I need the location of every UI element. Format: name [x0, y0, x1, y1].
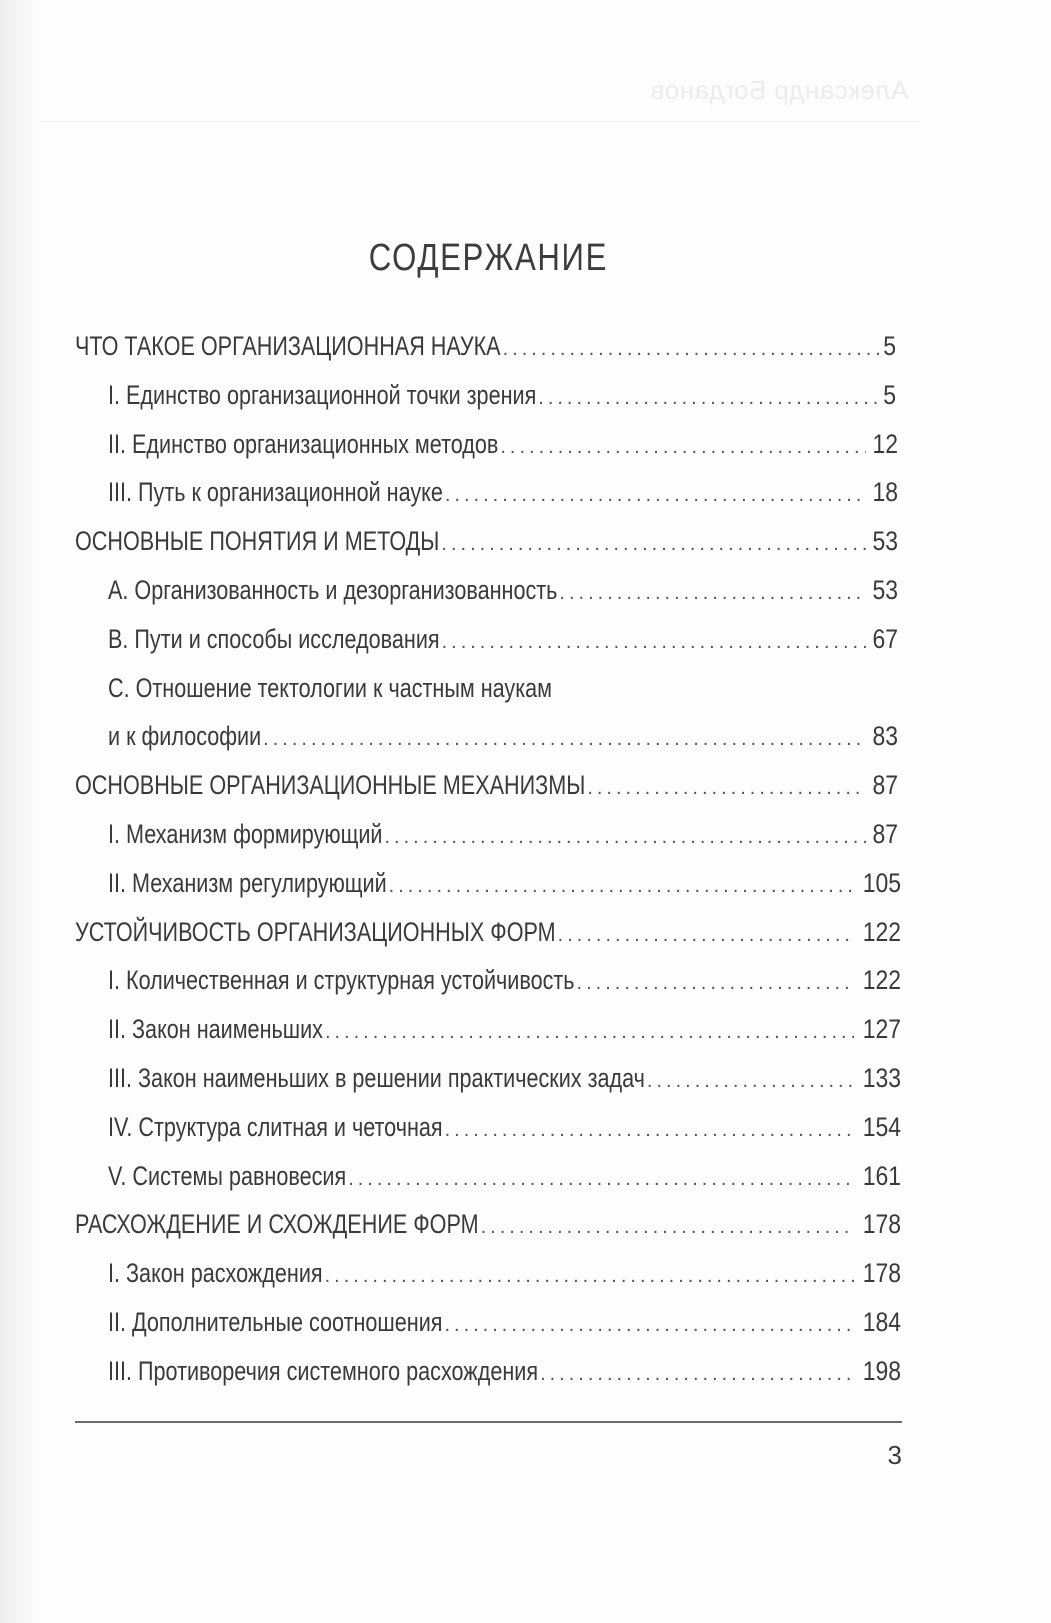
toc-entry-page: 127 [862, 1014, 901, 1045]
leader-dots [503, 333, 880, 365]
leader-dots [559, 577, 866, 609]
toc-entry-label: I. Закон расхождения [108, 1258, 323, 1289]
toc-entry-page: 154 [862, 1111, 901, 1142]
page-title: СОДЕРЖАНИЕ [368, 237, 609, 279]
toc-entry[interactable] [75, 818, 899, 867]
leader-dots [348, 1163, 854, 1195]
page-gutter-shadow [0, 0, 40, 1623]
toc-entry-page: 178 [862, 1258, 901, 1289]
toc-entry-label: V. Системы равновесия [108, 1160, 347, 1191]
toc-entry-page: 18 [872, 477, 899, 508]
toc-entry-page: 87 [872, 818, 899, 849]
toc-entry-label: II. Единство организационных методов [108, 428, 499, 459]
leader-dots [500, 431, 866, 463]
leader-dots [325, 1260, 854, 1292]
leader-dots [538, 382, 879, 414]
toc-entry-label: III. Закон наименьших в решении практических задач [108, 1062, 645, 1093]
leader-dots [444, 1309, 853, 1341]
toc-entry[interactable] [75, 623, 899, 672]
toc-entry-label: ОСНОВНЫЕ ПОНЯТИЯ И МЕТОДЫ [75, 526, 440, 557]
toc-entry-label: I. Количественная и структурная устойчивость [108, 965, 575, 996]
toc-entry[interactable] [75, 1257, 901, 1306]
toc-entry[interactable] [75, 379, 897, 428]
toc-entry-page: 178 [862, 1209, 901, 1240]
toc-entry[interactable] [75, 574, 899, 623]
toc-entry-page: 122 [862, 916, 901, 947]
page-number: 3 [887, 1440, 902, 1470]
toc-entry[interactable] [75, 769, 899, 818]
leader-dots [587, 772, 866, 804]
toc-entry[interactable] [75, 1355, 901, 1404]
toc-entry-label: IV. Структура слитная и четочная [108, 1111, 443, 1142]
leader-dots [325, 1016, 854, 1048]
toc-entry-label: I. Единство организационной точки зрения [108, 379, 537, 410]
toc-entry-page: 184 [862, 1306, 901, 1337]
toc-entry[interactable] [75, 1062, 901, 1111]
toc-entry-page: 67 [872, 623, 899, 654]
toc-entry[interactable] [75, 1111, 901, 1160]
toc-entry[interactable] [75, 867, 901, 916]
toc-entry[interactable] [75, 1306, 901, 1355]
toc-entry-label: ОСНОВНЫЕ ОРГАНИЗАЦИОННЫЕ МЕХАНИЗМЫ [75, 770, 586, 801]
leader-dots [558, 919, 854, 951]
toc-entry-page: 133 [862, 1062, 901, 1093]
toc-entry-page: 53 [872, 574, 899, 605]
toc-entry-page: 161 [862, 1160, 901, 1191]
leader-dots [445, 1114, 854, 1146]
toc-entry-page: 122 [862, 965, 901, 996]
toc-entry-label: I. Механизм формирующий [108, 818, 383, 849]
toc-entry-label: III. Противоречия системного расхождения [108, 1355, 539, 1386]
show-through-rule [40, 121, 920, 122]
toc-entry-page: 83 [872, 721, 899, 752]
show-through-header: Александр Богданов [650, 75, 909, 105]
leader-dots [263, 723, 866, 755]
toc-entry-label: ЧТО ТАКОЕ ОРГАНИЗАЦИОННАЯ НАУКА [75, 331, 501, 361]
leader-dots [540, 1358, 854, 1390]
toc-entry-page: 12 [872, 428, 899, 459]
leader-dots [445, 479, 867, 511]
toc-entry-page: 53 [872, 526, 899, 557]
toc-entry-label: B. Пути и способы исследования [108, 623, 440, 654]
toc-entry[interactable] [75, 964, 901, 1013]
toc-entry[interactable] [75, 476, 899, 525]
toc-entry[interactable] [75, 1208, 901, 1257]
toc-entry-page: 105 [862, 867, 901, 898]
toc-entry-label: II. Закон наименьших [108, 1014, 323, 1045]
leader-dots [577, 967, 854, 999]
toc-entry[interactable] [75, 330, 897, 379]
leader-dots [647, 1065, 854, 1097]
toc-entry-label: II. Механизм регулирующий [108, 867, 387, 898]
table-of-contents [75, 330, 901, 1404]
toc-entry[interactable] [75, 916, 901, 965]
toc-entry-label: A. Организованность и дезорганизованность [108, 574, 558, 605]
toc-entry-label: и к философии [108, 721, 262, 752]
leader-dots [441, 528, 866, 560]
toc-entry-label: II. Дополнительные соотношения [108, 1306, 443, 1337]
toc-entry-label: C. Отношение тектологии к частным наукам [108, 672, 553, 703]
toc-entry-label: III. Путь к организационной науке [108, 477, 443, 508]
toc-entry[interactable] [75, 1160, 901, 1209]
leader-dots [481, 1211, 854, 1243]
toc-entry[interactable] [75, 1013, 901, 1062]
toc-entry[interactable] [75, 672, 894, 721]
toc-entry-page: 5 [883, 379, 897, 410]
leader-dots [442, 626, 867, 658]
footer-rule [75, 1421, 902, 1423]
toc-entry-label: УСТОЙЧИВОСТЬ ОРГАНИЗАЦИОННЫХ ФОРМ [75, 916, 556, 947]
toc-entry[interactable] [75, 525, 899, 574]
toc-entry-page: 198 [862, 1355, 901, 1386]
toc-entry[interactable] [75, 428, 899, 477]
toc-entry-page: 87 [872, 770, 899, 801]
toc-entry-page: 5 [883, 331, 897, 361]
toc-entry-label: РАСХОЖДЕНИЕ И СХОЖДЕНИЕ ФОРМ [75, 1209, 479, 1240]
leader-dots [384, 821, 866, 853]
leader-dots [389, 870, 854, 902]
toc-entry-continuation[interactable] [75, 720, 899, 769]
